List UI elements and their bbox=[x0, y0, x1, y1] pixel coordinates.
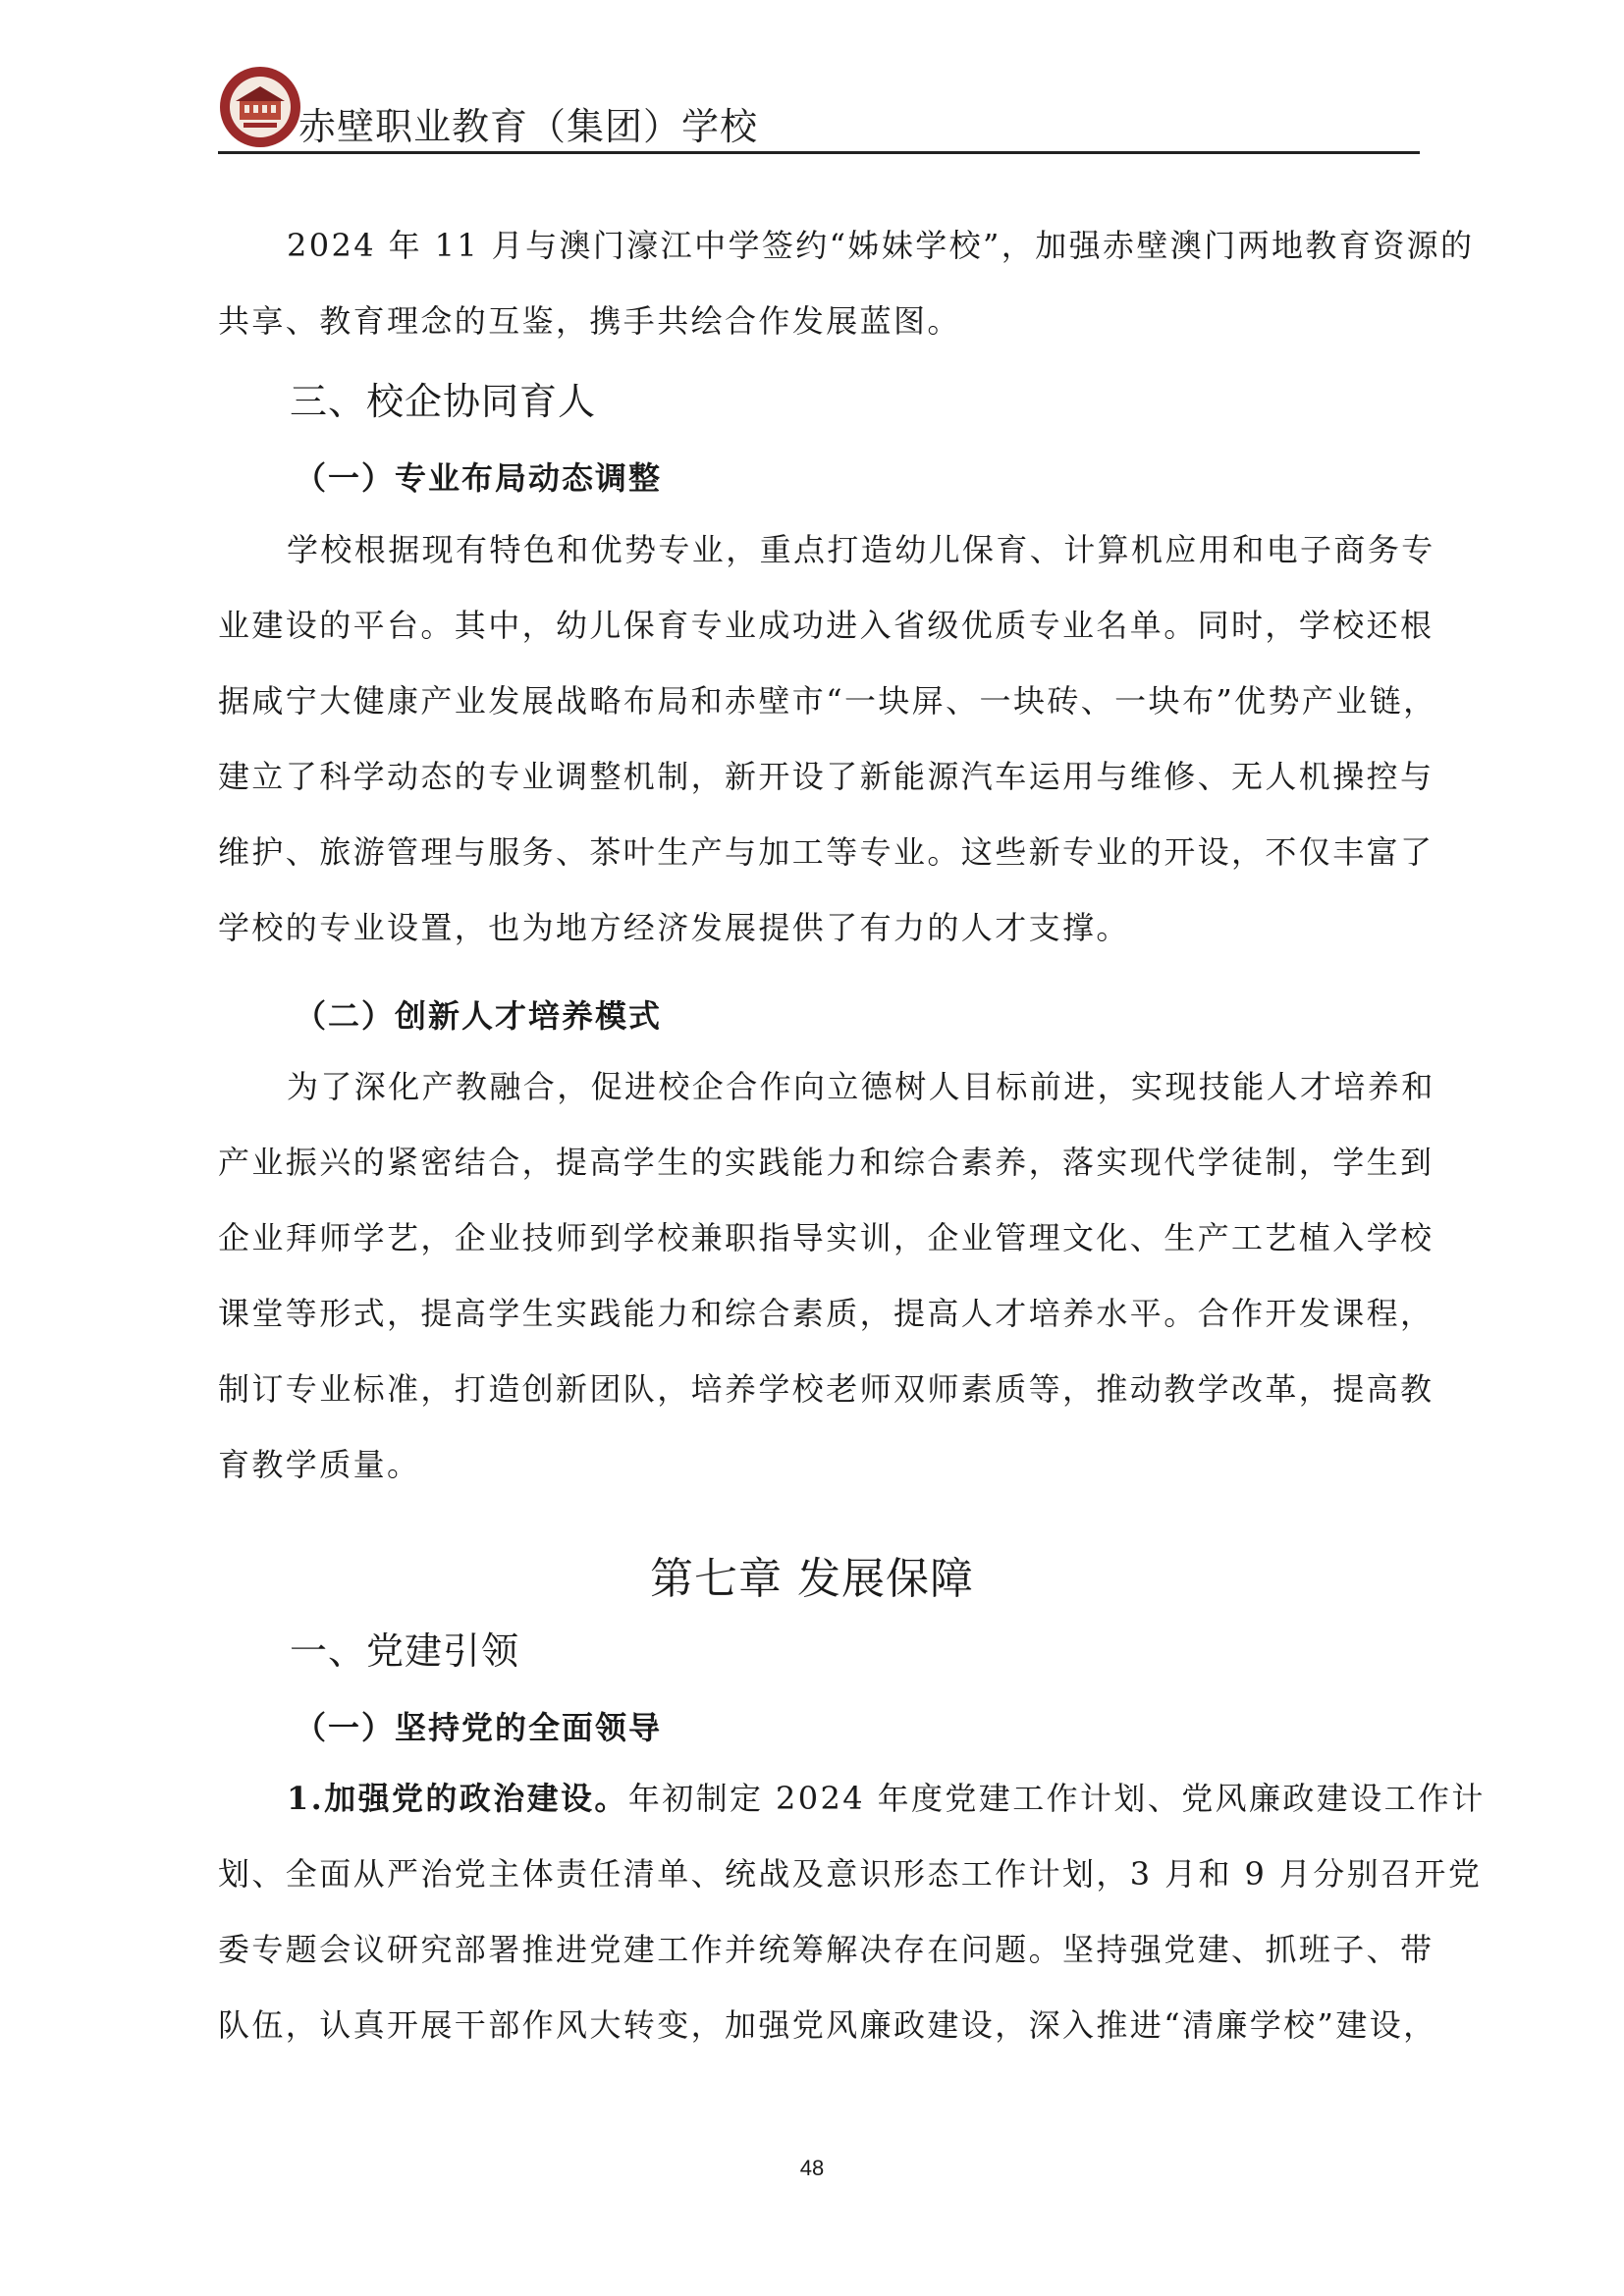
paragraph-line bbox=[287, 1779, 1486, 1818]
paragraph-line: 据咸宁大健康产业发展战略布局和赤壁市“一块屏、一块砖、一块布”优势产业链， bbox=[218, 682, 1437, 720]
lead-rest: 年初制定 2024 年度党建工作计划、党风廉政建设工作计 bbox=[627, 1780, 1486, 1817]
chapter-title: 第七章 发展保障 bbox=[650, 1554, 974, 1604]
paragraph-line: 维护、旅游管理与服务、茶叶生产与加工等专业。这些新专业的开设，不仅丰富了 bbox=[218, 833, 1435, 871]
paragraph-line: 育教学质量。 bbox=[218, 1446, 421, 1483]
paragraph-line: 企业拜师学艺，企业技师到学校兼职指导实训，企业管理文化、生产工艺植入学校 bbox=[218, 1219, 1435, 1256]
school-logo bbox=[218, 65, 302, 149]
intro-line: 共享、教育理念的互鉴，携手共绘合作发展蓝图。 bbox=[218, 302, 961, 340]
paragraph-line: 业建设的平台。其中，幼儿保育专业成功进入省级优质专业名单。同时，学校还根 bbox=[218, 607, 1435, 644]
paragraph-line: 产业振兴的紧密结合，提高学生的实践能力和综合素养，落实现代学徒制，学生到 bbox=[218, 1144, 1435, 1181]
header-divider bbox=[218, 151, 1420, 154]
page-header bbox=[218, 65, 1420, 153]
section-title: 一、党建引领 bbox=[290, 1629, 520, 1673]
section-title: 三、校企协同育人 bbox=[290, 380, 597, 423]
paragraph-line: 队伍，认真开展干部作风大转变，加强党风廉政建设，深入推进“清廉学校”建设， bbox=[218, 2006, 1437, 2044]
page-number: 48 bbox=[799, 2156, 825, 2180]
paragraph-line: 学校的专业设置，也为地方经济发展提供了有力的人才支撑。 bbox=[218, 909, 1130, 946]
school-name: 赤壁职业教育（集团）学校 bbox=[298, 105, 759, 148]
paragraph-line: 委专题会议研究部署推进党建工作并统筹解决存在问题。坚持强党建、抓班子、带 bbox=[218, 1931, 1435, 1968]
paragraph-line: 制订专业标准，打造创新团队，培养学校老师双师素质等，推动教学改革，提高教 bbox=[218, 1370, 1435, 1408]
paragraph-line: 学校根据现有特色和优势专业，重点打造幼儿保育、计算机应用和电子商务专 bbox=[287, 531, 1435, 568]
subsection-title: （二）创新人才培养模式 bbox=[295, 997, 663, 1035]
paragraph-line: 课堂等形式，提高学生实践能力和综合素质，提高人才培养水平。合作开发课程， bbox=[218, 1295, 1435, 1332]
paragraph-line: 划、全面从严治党主体责任清单、统战及意识形态工作计划，3 月和 9 月分别召开党 bbox=[218, 1855, 1483, 1893]
paragraph-line: 为了深化产教融合，促进校企合作向立德树人目标前进，实现技能人才培养和 bbox=[287, 1068, 1435, 1105]
intro-line: 2024 年 11 月与澳门濠江中学签约“姊妹学校”，加强赤壁澳门两地教育资源的 bbox=[287, 227, 1475, 264]
subsection-title: （一）坚持党的全面领导 bbox=[295, 1709, 663, 1746]
subsection-title: （一）专业布局动态调整 bbox=[295, 459, 663, 497]
paragraph-line: 建立了科学动态的专业调整机制，新开设了新能源汽车运用与维修、无人机操控与 bbox=[218, 758, 1435, 795]
bold-lead: 1.加强党的政治建设。 bbox=[287, 1780, 628, 1817]
